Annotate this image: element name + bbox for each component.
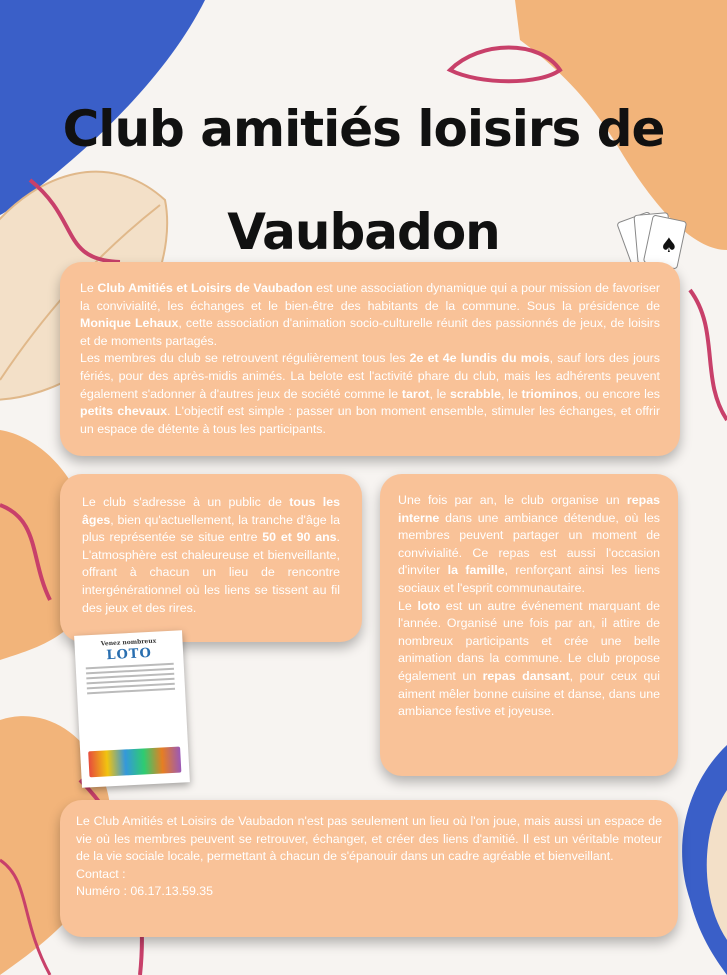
footer-card [60, 800, 678, 937]
loto-flyer-image [74, 630, 190, 787]
events-card [380, 474, 678, 776]
audience-card [60, 474, 362, 642]
audience-paragraph: Le club s'adresse à un public de tous les âges, bien qu'actuellement, la tranche d'âge la plus représentée se situe entre 50 et 90 ans. L'atmosphère est chaleureuse et bienveillante, offrant à chacun un lieu de rencontre intergénérationnel où les liens se tissent au fil des jeux et des rires. [82, 495, 340, 615]
intro-paragraph-2: Les membres du club se retrouvent régulièrement tous les 2e et 4e lundis du mois, sauf lors des jours fériés, pour des après-midis animés. La belote est l'activité phare du club, mais les adhérents peuvent également s'adonner à d'autres jeux de société comme le tarot, le scrabble, le triominos, ou encore les petits chevaux. L'objectif est simple : passer un bon moment ensemble, stimuler les échanges, et offrir un espace de détente à tous les participants. [80, 351, 660, 436]
footer-paragraph: Le Club Amitiés et Loisirs de Vaubadon n'est pas seulement un lieu où l'on joue, mais aussi un espace de vie où les membres peuvent se retrouver, échanger, et créer des liens d'amitié. Il est un véritable moteur de la vie sociale locale, permettant à chacun de s'épanouir dans un cadre agréable et bienveillant. [76, 814, 662, 864]
magenta-curve-right [690, 290, 727, 420]
page-title: Club amitiés loisirs de Vaubadon [62, 100, 665, 261]
events-paragraph-1: Une fois par an, le club organise un repas interne dans une ambiance détendue, où les membres peuvent partager un moment de convivialité. Ce repas est aussi l'occasion d'inviter la famille, renforçant ainsi les liens sociaux et l'esprit communautaire. [398, 493, 660, 595]
contact-label: Contact : [76, 866, 126, 881]
intro-paragraph-1: Le Club Amitiés et Loisirs de Vaubadon est une association dynamique qui a pour mission de favoriser la convivialité, les échanges et le bien-être des habitants de la commune. Sous la présidence de Monique Lehaux, cette association d'animation socio-culturelle réunit des passionnés de jeux, de loisirs et de moments partagés. [80, 281, 660, 348]
flyer-logo: LOTO [106, 645, 153, 664]
flyer-heading: Venez nombreux [100, 637, 157, 648]
intro-card [60, 262, 680, 456]
events-paragraph-2: Le loto est un autre événement marquant de l'année. Organisé une fois par an, il attire de nombreux participants et crée une belle animation dans la commune. Le club propose également un repas dansant, pour ceux qui aiment mêler bonne cuisine et danse, dans une ambiance festive et joyeuse. [398, 598, 661, 719]
phone-number: Numéro : 06.17.13.59.35 [76, 884, 214, 899]
flyer-photo [88, 747, 181, 778]
svg-text:♠: ♠ [660, 233, 678, 257]
